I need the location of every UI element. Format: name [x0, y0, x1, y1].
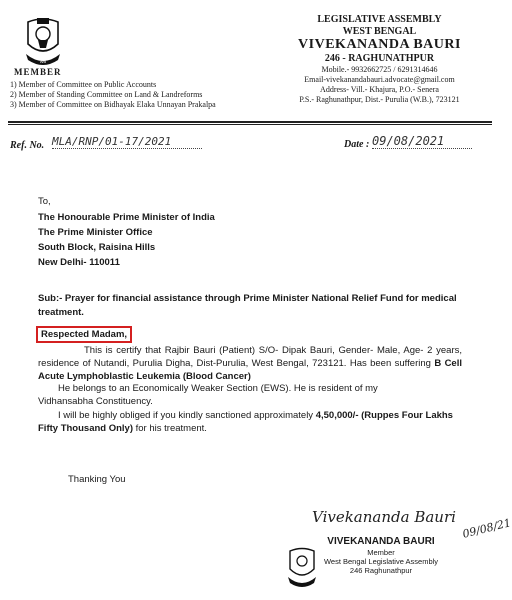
- committee-item: 3) Member of Committee on Bidhayak Elaka Unnayan Prakalpa: [10, 100, 216, 109]
- subject-line: Sub:- Prayer for financial assistance through Prime Minister National Relief Fund for medical treatment.: [38, 293, 457, 318]
- header-divider-thin: [8, 124, 492, 125]
- signature-block: [306, 536, 456, 575]
- date-value: 09/08/2021: [372, 134, 472, 149]
- header-divider: [8, 121, 492, 123]
- ref-number: MLA/RNP/01-17/2021: [52, 135, 202, 149]
- paragraph-text: for his treatment.: [133, 423, 207, 434]
- requested-amount: 4,50,000/- (Ruppes Four Lakhs Fifty Thousand Only): [38, 410, 453, 434]
- assembly-title: LEGISLATIVE ASSEMBLY: [317, 14, 442, 25]
- handwritten-signature: Vivekananda Bauri: [312, 508, 456, 526]
- paragraph-line: Vidhansabha Constituency.: [38, 396, 153, 407]
- mobile-numbers: Mobile.- 9932662725 / 6291314646: [321, 65, 438, 74]
- address-line: The Prime Minister Office: [38, 227, 153, 238]
- state-emblem-icon: [22, 14, 64, 68]
- committee-item: 1) Member of Committee on Public Accounts: [10, 80, 157, 89]
- signatory-constituency: 246 Raghunathpur: [349, 566, 413, 575]
- paragraph-certification: [38, 344, 462, 383]
- ref-label: Ref. No.: [10, 140, 45, 151]
- diagnosis: B Cell Acute Lymphoblastic Leukemia (Blood Cancer): [38, 358, 462, 382]
- paragraph-request: [38, 409, 462, 435]
- email-address: Email-vivekanandabauri.advocate@gmail.com: [304, 75, 455, 84]
- committee-list: [10, 80, 216, 110]
- to-label: To,: [38, 196, 51, 207]
- address-line-2: P.S.- Raghunathpur, Dist.- Purulia (W.B.), 723121: [299, 95, 460, 104]
- address-line-1: Address- Vill.- Khajura, P.O.- Senera: [320, 85, 439, 94]
- paragraph-line: He belongs to an Economically Weaker Section (EWS). He is resident of my: [58, 383, 378, 394]
- handwritten-date: 09/08/21: [461, 516, 512, 541]
- signatory-name: VIVEKANANDA BAURI: [327, 536, 435, 547]
- constituency: 246 - RAGHUNATHPUR: [324, 53, 435, 64]
- salutation-highlight: [36, 326, 132, 343]
- paragraph-text: I will be highly obliged if you kindly sanctioned approximately: [58, 410, 316, 421]
- address-line: New Delhi- 110011: [38, 257, 120, 268]
- address-line: South Block, Raisina Hills: [38, 242, 156, 253]
- state-name: WEST BENGAL: [342, 26, 417, 37]
- address-line: The Honourable Prime Minister of India: [38, 212, 215, 223]
- committee-item: 2) Member of Standing Committee on Land & Landreforms: [10, 90, 203, 99]
- closing: Thanking You: [68, 474, 126, 485]
- letterhead-contact: [277, 14, 482, 105]
- signatory-title: Member: [367, 548, 395, 557]
- signatory-body: West Bengal Legislative Assembly: [323, 557, 439, 566]
- date-label: Date :: [344, 139, 370, 150]
- member-name: VIVEKANANDA BAURI: [298, 37, 461, 52]
- paragraph-text: This is certify that Rajbir Bauri (Patient) S/O- Dipak Bauri, Gender- Male, Age- 2 years, residence of Nutandi, Purulia Digha, Dist-Purulia, West Bengal, 723121. Has been suffering: [38, 345, 462, 369]
- salutation: Respected Madam,: [41, 329, 128, 340]
- recipient-address: [38, 210, 215, 270]
- paragraph-ews: [38, 382, 462, 408]
- member-label: MEMBER: [14, 67, 62, 77]
- svg-text:WB: WB: [39, 59, 47, 64]
